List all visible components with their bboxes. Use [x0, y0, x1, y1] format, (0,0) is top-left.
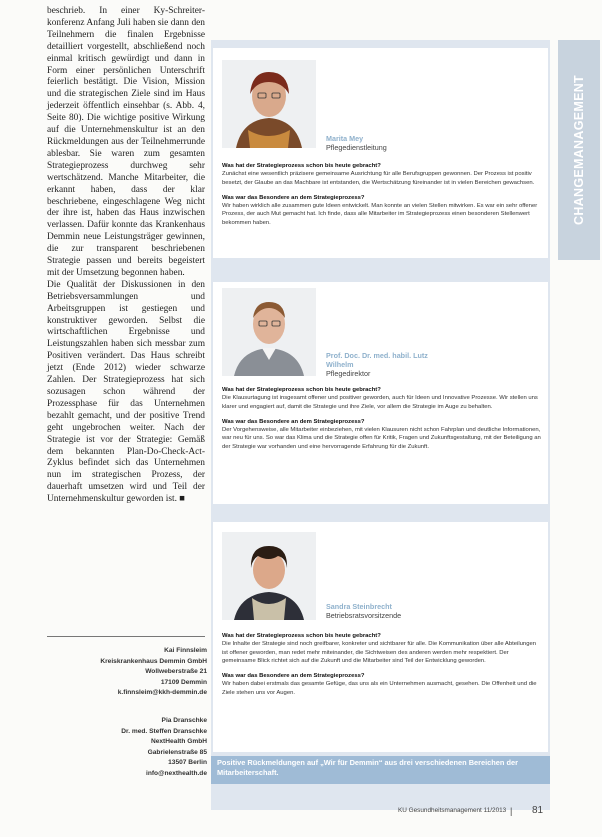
- question: Was hat der Strategieprozess schon bis heute gebracht?: [222, 387, 381, 393]
- author-name: Dr. med. Steffen Dranschke: [121, 727, 207, 735]
- answer: Der Vorgehensweise, alle Mitarbeiter einbeziehen, mit vielen Klausuren nicht schon Fahrplan und deutliche Informationen, war neu für uns. So war das Klima und die Strategie offen für Kritik, Fragen und Zukunftsgestaltung, mit der Beteiligung an der Strategie war vorhanden und eine hervorragende Erfahrung für die Zukunft.: [222, 427, 541, 450]
- interview-card: [213, 522, 548, 752]
- figure-caption: Positive Rückmeldungen auf „Wir für Demmin“ aus drei verschiedenen Bereichen der Mitarbeiterschaft.: [211, 756, 550, 784]
- interviewee-role: Betriebsratsvorsitzende: [326, 611, 402, 620]
- interviewee: [326, 351, 436, 378]
- answer: Die Klausurtagung ist insgesamt offener und positiver geworden, auch für Ideen und Innovative Prozesse. Wir stellen uns klarer und engagiert auf, damit die Strategie und ihre Ziele, vor allem die Strategie im Auge zu behalten.: [222, 395, 538, 410]
- interviewee-name: Prof. Doc. Dr. med. habil. Lutz Wilhelm: [326, 351, 428, 369]
- publication-name: KU Gesundheitsmanagement 11/2013: [398, 807, 507, 814]
- author-address: [47, 646, 207, 699]
- question: Was war das Besondere an dem Strategieprozess?: [222, 418, 365, 425]
- interviewee: [326, 134, 387, 152]
- interviewee-role: Pflegedirektor: [326, 369, 371, 378]
- author-org: Kreiskrankenhaus Demmin GmbH: [100, 657, 207, 665]
- footer-separator: |: [510, 806, 513, 816]
- question: Was war das Besondere an dem Strategieprozess?: [222, 194, 365, 201]
- interview-qa: [222, 162, 542, 234]
- author-city: 17109 Demmin: [160, 678, 207, 686]
- author-street: Gabrielenstraße 85: [147, 748, 207, 756]
- answer: Die Inhalte der Strategie sind noch greifbarer, konkreter und sichtbarer für alle. Die Kommunikation über alle Abteilungen ist offener geworden, man redet mehr miteinander, die Sichtweisen des anderen werden mehr respektiert. Der gemeinsame Blick richtet sich auf die Zukunft und die Mitarbeiter sind Teil der Entwicklung geworden.: [222, 641, 537, 664]
- author-org: NextHealth GmbH: [150, 738, 207, 745]
- author-email: info@nexthealth.de: [145, 769, 207, 777]
- answer: Zunächst eine wesentlich präzisere gemeinsame Ausrichtung für alle Berufsgruppen gewonnen. Der Prozess ist positiv besetzt, der Glaube an das Machbare ist entstanden, die Wertschätzung füreinander ist in vielen Bereichen gewachsen.: [222, 171, 535, 186]
- answer: Wir haben dabei erstmals das gesamte Gefüge, das uns als ein Unternehmen ausmacht, gesehen. Die Offenheit und die Ziele stehen uns vor Augen.: [222, 681, 537, 696]
- interview-qa: [222, 632, 542, 704]
- interview-card: [213, 48, 548, 258]
- author-street: Wollweberstraße 21: [145, 668, 207, 675]
- interview-qa: [222, 386, 542, 458]
- section-tab: [558, 40, 600, 260]
- author-city: 13507 Berlin: [168, 759, 207, 766]
- portrait-photo: [222, 288, 316, 376]
- question: Was hat der Strategieprozess schon bis heute gebracht?: [222, 633, 381, 639]
- interview-card: [213, 282, 548, 504]
- question: Was war das Besondere an dem Strategieprozess?: [222, 673, 365, 680]
- interviewee-role: Pflegedienstleitung: [326, 143, 387, 152]
- author-email: k.finnsleim@kkh-demmin.de: [117, 689, 207, 696]
- author-name: Pia Dranschke: [161, 717, 207, 724]
- article-paragraph: beschrieb. In einer Ky-Schreiter-konferenz Anfang Juli haben sie dann den Teilnehmern die finalen Ergebnisse detailliert vorgestellt, abschließend noch einmal kritisch gewürdigt und dann in Form einer persönlichen Unterschrift feierlich bestätigt. Die Vision, Mission und die strategischen Ziele sind im Haus jederzeit öffentlich einsehbar (s. Abb. 4, Seite 80). Die wichtige positive Wirkung auf die Unternehmenskultur ist an den Rückmeldungen aus der Teilnehmerrunde ablesbar. Sie waren zum gesamten Strategieprozess durchweg sehr wertschätzend. Manche Mitarbeiter, die erkannt haben, dass der klar beschriebene, eingeschlagene Weg nicht der ihre ist, haben das Haus inzwischen verlassen. Dafür konnte das Krankenhaus Demmin neue Leistungsträger gewinnen, die zur transparent beschriebenen Strategie passen und bereits begeistert mit der Umsetzung begonnen haben.: [47, 6, 205, 278]
- article-paragraph: Die Qualität der Diskussionen in den Betriebsversammlungen und Arbeitsgruppen ist gestiegen und konstruktiver geworden. Selbst die wirtschaftlichen Ergebnisse und Leistungszahlen haben sich messbar zum Positiven verändert. Das Haus schreibt jetzt (Ende 2012) wieder schwarze Zahlen. Der Strategieprozess hat sich sozusagen schon während der Prozessphase für das Unternehmen bezahlt gemacht, und der positive Trend geht ungebrochen weiter. Nach der Strategie ist vor der Strategie: Gemäß dem bekannten Plan-Do-Check-Act-Zyklus befindet sich das Unternehmen nun im strategischen Prozess, der dauerhaft umsetzen wird und Teil der Unternehmenskultur geworden ist. ■: [47, 279, 205, 505]
- author-name: Kai Finnsleim: [164, 647, 207, 654]
- answer: Wir haben wirklich alle zusammen gute Ideen entwickelt. Man konnte an vielen Stellen mitwirken. Es war ein sehr offener Prozess, der auch Mut gemacht hat. Ich finde, dass alle Mitarbeiter im Strategieprozess einen besonderen Stellenwert bekommen haben.: [222, 203, 538, 226]
- question: Was hat der Strategieprozess schon bis heute gebracht?: [222, 163, 381, 169]
- page-number: 81: [532, 805, 544, 816]
- divider: [47, 636, 205, 637]
- section-tab-label: CHANGEMANAGEMENT: [572, 75, 586, 225]
- portrait-photo: [222, 60, 316, 148]
- interviewee-name: Sandra Steinbrecht: [326, 602, 392, 611]
- portrait-photo: [222, 532, 316, 620]
- author-address: [47, 716, 207, 779]
- interviewee: [326, 602, 401, 620]
- interviewee-name: Marita Mey: [326, 134, 364, 143]
- article-text-column: [47, 6, 205, 506]
